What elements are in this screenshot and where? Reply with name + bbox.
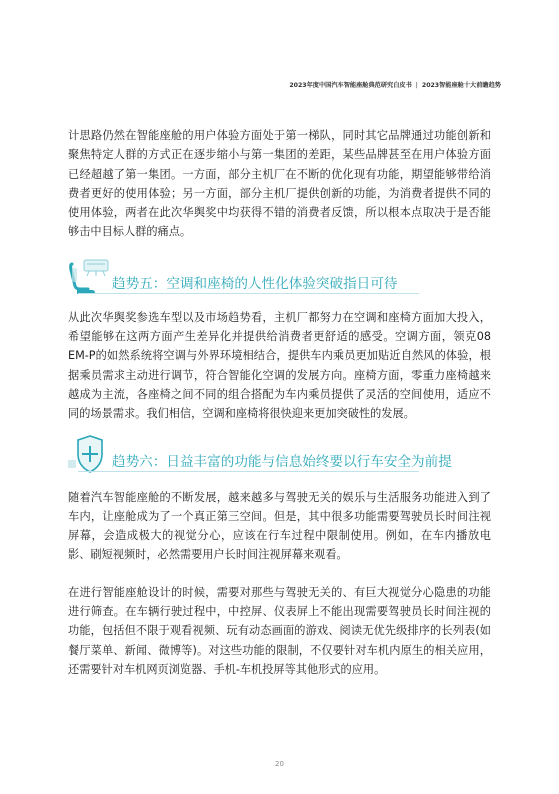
- page-number: 20: [275, 760, 284, 768]
- trend-6-paragraph-1: 随着汽车智能座舱的不断发展，越来越多与驾驶无关的娱乐与生活服务功能进入到了车内，让座舱成为了一个真正第三空间。但是，其中很多功能需要驾驶员长时间注视屏幕，会造成极大的视觉分心，应该在行车过程中限制使用。例如，在车内播放电影、刷短视频时，必然需要用户长时间注视屏幕来观看。: [68, 490, 491, 562]
- intro-paragraph: 计思路仍然在智能座舱的用户体验方面处于第一梯队，同时其它品牌通过功能创新和聚焦特定人群的方式正在逐步缩小与第一集团的差距，某些品牌甚至在用户体验方面已经超越了第一集团。一方面，部分主机厂在不断的优化现有功能，期望能够带给消费者更好的使用体验；另一方面，部分主机厂提供创新的功能，为消费者提供不同的使用体验，两者在此次华舆奖中均获得不错的消费者反馈，所以根本点取决于是否能够击中目标人群的痛点。: [68, 129, 491, 239]
- trend-6-paragraph-2: 在进行智能座舱设计的时候，需要对那些与驾驶无关的、有巨大视觉分心隐患的功能进行筛查。在车辆行驶过程中，中控屏、仪表屏上不能出现需要驾驶员长时间注视的功能，包括但不限于观看视频、玩有动态画面的游戏、阅读无优先级排序的长列表(如餐厅菜单、新闻、微博等)。对这些功能的限制，不仅要针对车机内原生的相关应用，还需要针对车机网页浏览器、手机-车机投屏等其他形式的应用。: [68, 585, 491, 676]
- page-content: [68, 126, 491, 679]
- running-header: [289, 80, 501, 89]
- section-trend-6-title: 趋势六：日益丰富的功能与信息始终要以行车安全为前提: [112, 453, 452, 470]
- section-trend-6-heading: [68, 434, 491, 478]
- section-trend-5-heading: [68, 256, 491, 300]
- section-trend-5-title: 趋势五：空调和座椅的人性化体验突破指日可待: [112, 275, 398, 292]
- trend-5-paragraph: 从此次华舆奖参选车型以及市场趋势看，主机厂都努力在空调和座椅方面加大投入，希望能够在这两方面产生差异化并提供给消费者更舒适的感受。空调方面，领克08 EM-P的如然系统将空调与外界环境相结合，提供车内乘员更加贴近自然风的体验，根据乘员需求主动进行调节，符合智能化空调的发展方向。座椅方面，零重力座椅越来越成为主流，各座椅之间不同的组合搭配为车内乘员提供了灵活的空间使用，适应不同的场景需求。我们相信，空调和座椅将很快迎来更加突破性的发展。: [68, 310, 491, 421]
- header-separator: |: [415, 82, 418, 89]
- header-report-title: 2023年度中国汽车智能座舱典范研究白皮书: [289, 82, 412, 89]
- header-chapter-title: 2023智能座舱十大前瞻趋势: [421, 82, 501, 89]
